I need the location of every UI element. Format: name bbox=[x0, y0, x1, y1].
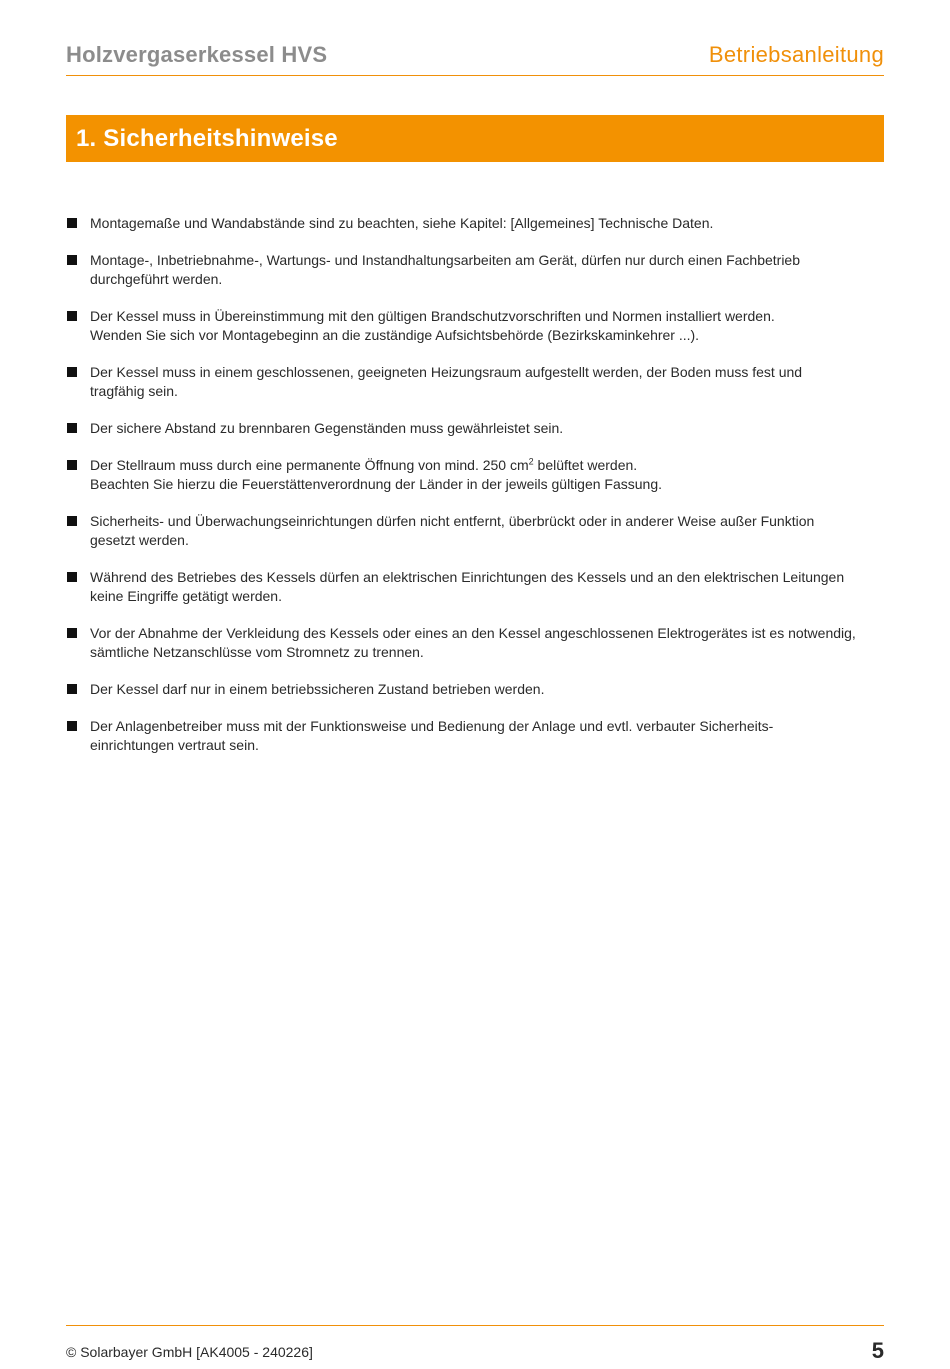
document-type: Betriebsanleitung bbox=[708, 42, 884, 67]
square-bullet-icon bbox=[67, 423, 77, 433]
list-item-text: tragfähig sein. bbox=[90, 383, 178, 399]
list-item-text: Vor der Abnahme der Verkleidung des Kessels oder eines an den Kessel angeschlossenen Elektrogerätes ist es notwendig, bbox=[90, 625, 856, 641]
list-item-text: Der Anlagenbetreiber muss mit der Funktionsweise und Bedienung der Anlage und evtl. verbauter Sicherheits- bbox=[90, 718, 774, 734]
safety-notes-list bbox=[66, 214, 884, 773]
square-bullet-icon bbox=[67, 218, 77, 228]
list-item bbox=[66, 680, 884, 699]
list-item-text: Der Kessel muss in Übereinstimmung mit den gültigen Brandschutzvorschriften und Normen installiert werden. bbox=[90, 308, 775, 324]
list-item bbox=[66, 363, 884, 401]
list-item-text: Sicherheits- und Überwachungseinrichtungen dürfen nicht entfernt, überbrückt oder in anderer Weise außer Funktion bbox=[90, 513, 815, 529]
square-bullet-icon bbox=[67, 367, 77, 377]
list-item-text: keine Eingriffe getätigt werden. bbox=[90, 588, 282, 604]
list-item-text: einrichtungen vertraut sein. bbox=[90, 737, 259, 753]
list-item bbox=[66, 568, 884, 606]
square-bullet-icon bbox=[67, 721, 77, 731]
product-title: Holzvergaserkessel HVS bbox=[66, 42, 328, 67]
section-banner bbox=[66, 115, 884, 162]
list-item bbox=[66, 624, 884, 662]
list-item bbox=[66, 717, 884, 755]
list-item-text: Der sichere Abstand zu brennbaren Gegenständen muss gewährleistet sein. bbox=[90, 420, 564, 436]
page-number: 5 bbox=[871, 1338, 884, 1363]
list-item-text: Der Kessel muss in einem geschlossenen, geeigneten Heizungsraum aufgestellt werden, der Boden muss fest und bbox=[90, 364, 803, 380]
square-bullet-icon bbox=[67, 460, 77, 470]
page-header bbox=[66, 42, 884, 76]
list-item-text: Montage-, Inbetriebnahme-, Wartungs- und Instandhaltungsarbeiten am Gerät, dürfen nur durch einen Fachbetrieb bbox=[90, 252, 801, 268]
list-item-text: Wenden Sie sich vor Montagebeginn an die zuständige Aufsichtsbehörde (Bezirkskaminkehrer ...). bbox=[90, 327, 700, 343]
copyright-text: © Solarbayer GmbH [AK4005 - 240226] bbox=[66, 1344, 313, 1360]
superscript-squared: 2 bbox=[528, 456, 534, 467]
list-item-text bbox=[90, 456, 884, 475]
square-bullet-icon bbox=[67, 684, 77, 694]
square-bullet-icon bbox=[67, 516, 77, 526]
list-item bbox=[66, 307, 884, 345]
list-item-text: Während des Betriebes des Kessels dürfen an elektrischen Einrichtungen des Kessels und an den elektrischen Leitungen bbox=[90, 569, 845, 585]
list-item-text: Montagemaße und Wandabstände sind zu beachten, siehe Kapitel: [Allgemeines] Technische Daten. bbox=[90, 215, 714, 231]
list-item bbox=[66, 251, 884, 289]
list-item bbox=[66, 512, 884, 550]
ventilation-text-end: belüftet werden. bbox=[533, 457, 638, 473]
square-bullet-icon bbox=[67, 628, 77, 638]
list-item bbox=[66, 419, 884, 438]
list-item-text: sämtliche Netzanschlüsse vom Stromnetz zu trennen. bbox=[90, 644, 424, 660]
list-item bbox=[66, 214, 884, 233]
list-item-text: durchgeführt werden. bbox=[90, 271, 223, 287]
square-bullet-icon bbox=[67, 572, 77, 582]
list-item bbox=[66, 456, 884, 494]
list-item-text: gesetzt werden. bbox=[90, 532, 189, 548]
section-title: 1. Sicherheitshinweise bbox=[76, 125, 338, 152]
list-item-text: Der Kessel darf nur in einem betriebssicheren Zustand betrieben werden. bbox=[90, 681, 545, 697]
square-bullet-icon bbox=[67, 311, 77, 321]
ventilation-text: Der Stellraum muss durch eine permanente Öffnung von mind. 250 cm bbox=[90, 457, 529, 473]
square-bullet-icon bbox=[67, 255, 77, 265]
page-footer bbox=[66, 1325, 884, 1366]
list-item-text: Beachten Sie hierzu die Feuerstättenverordnung der Länder in der jeweils gültigen Fassung. bbox=[90, 476, 663, 492]
